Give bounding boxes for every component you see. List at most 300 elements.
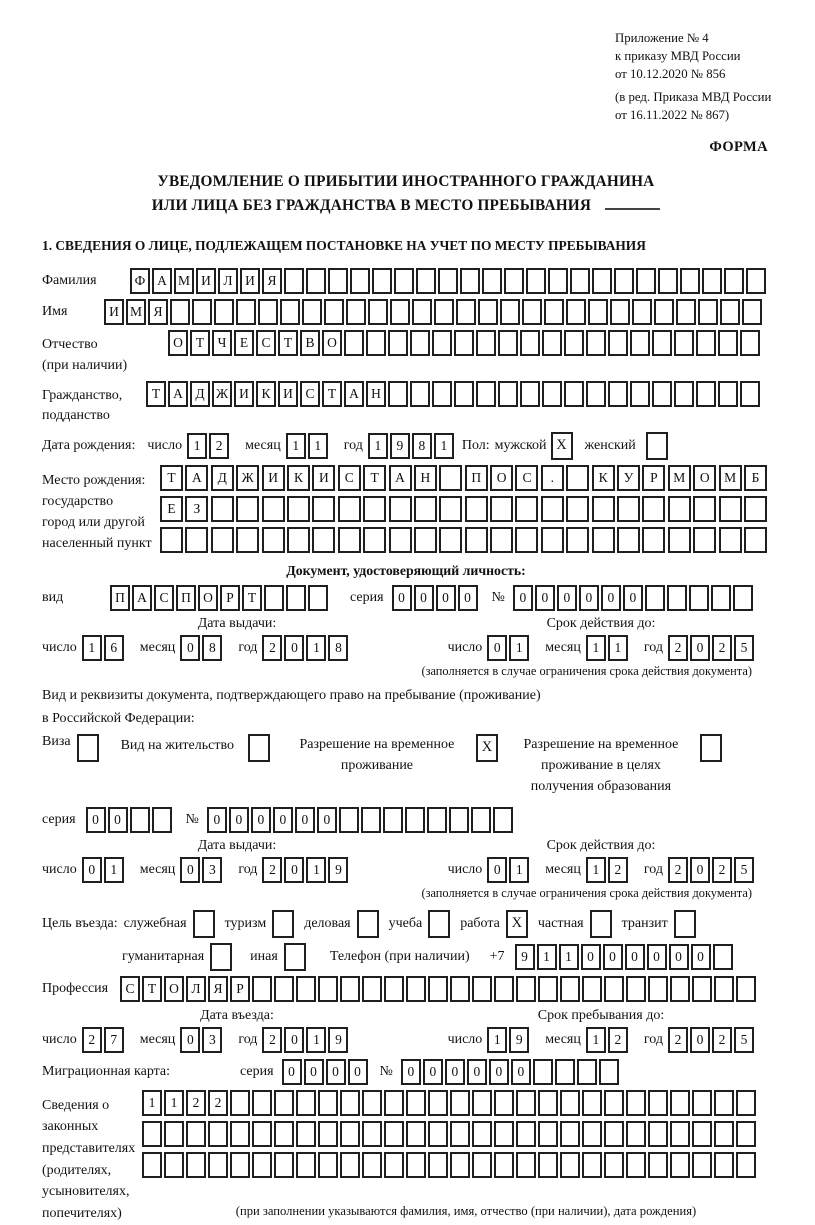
char-cell[interactable] <box>654 299 674 325</box>
char-cell[interactable] <box>318 1090 338 1116</box>
char-cell[interactable] <box>566 299 586 325</box>
char-cell[interactable] <box>236 299 256 325</box>
char-cell[interactable]: Я <box>148 299 168 325</box>
char-cell[interactable]: 9 <box>328 857 348 883</box>
char-cell[interactable] <box>383 807 403 833</box>
char-cell[interactable] <box>170 299 190 325</box>
char-cell[interactable]: У <box>617 465 640 491</box>
char-cell[interactable]: О <box>164 976 184 1002</box>
char-cell[interactable] <box>577 1059 597 1085</box>
char-cell[interactable]: 0 <box>304 1059 324 1085</box>
char-cell[interactable] <box>328 268 348 294</box>
char-cell[interactable]: 2 <box>712 635 732 661</box>
char-cell[interactable]: 2 <box>186 1090 206 1116</box>
char-cell[interactable] <box>274 1152 294 1178</box>
char-cell[interactable] <box>693 527 716 553</box>
char-cell[interactable]: 0 <box>317 807 337 833</box>
char-cell[interactable]: С <box>120 976 140 1002</box>
char-cell[interactable] <box>274 1090 294 1116</box>
char-cell[interactable]: 0 <box>603 944 623 970</box>
char-cell[interactable] <box>394 268 414 294</box>
char-cell[interactable]: 1 <box>586 635 606 661</box>
char-cell[interactable]: Л <box>186 976 206 1002</box>
char-cell[interactable] <box>714 1090 734 1116</box>
char-cell[interactable]: А <box>132 585 152 611</box>
char-cell[interactable] <box>560 1090 580 1116</box>
char-cell[interactable] <box>416 268 436 294</box>
char-cell[interactable]: О <box>693 465 716 491</box>
char-cell[interactable]: 1 <box>306 857 326 883</box>
char-cell[interactable] <box>626 976 646 1002</box>
char-cell[interactable] <box>608 330 628 356</box>
char-cell[interactable] <box>236 496 259 522</box>
char-cell[interactable] <box>714 1121 734 1147</box>
char-cell[interactable] <box>460 268 480 294</box>
char-cell[interactable] <box>642 496 665 522</box>
char-cell[interactable] <box>520 330 540 356</box>
temp-residence-edu-checkbox[interactable] <box>700 734 722 762</box>
char-cell[interactable]: И <box>262 465 285 491</box>
char-cell[interactable]: 0 <box>180 857 200 883</box>
char-cell[interactable] <box>658 268 678 294</box>
char-cell[interactable]: Т <box>363 465 386 491</box>
char-cell[interactable] <box>439 496 462 522</box>
char-cell[interactable] <box>476 330 496 356</box>
char-cell[interactable]: Д <box>190 381 210 407</box>
char-cell[interactable] <box>494 1090 514 1116</box>
char-cell[interactable] <box>368 299 388 325</box>
char-cell[interactable] <box>428 1152 448 1178</box>
char-cell[interactable]: И <box>234 381 254 407</box>
purpose-business-checkbox[interactable] <box>357 910 379 938</box>
char-cell[interactable] <box>636 268 656 294</box>
char-cell[interactable] <box>617 527 640 553</box>
char-cell[interactable] <box>541 527 564 553</box>
char-cell[interactable] <box>414 496 437 522</box>
char-cell[interactable] <box>533 1059 553 1085</box>
char-cell[interactable] <box>412 299 432 325</box>
purpose-private-checkbox[interactable] <box>590 910 612 938</box>
char-cell[interactable]: 1 <box>586 857 606 883</box>
char-cell[interactable] <box>670 976 690 1002</box>
char-cell[interactable]: 0 <box>273 807 293 833</box>
char-cell[interactable] <box>262 496 285 522</box>
char-cell[interactable]: 0 <box>86 807 106 833</box>
char-cell[interactable]: С <box>300 381 320 407</box>
char-cell[interactable]: 3 <box>202 857 222 883</box>
char-cell[interactable] <box>318 1152 338 1178</box>
char-cell[interactable] <box>538 1121 558 1147</box>
residence-permit-checkbox[interactable] <box>248 734 270 762</box>
char-cell[interactable] <box>494 1152 514 1178</box>
char-cell[interactable] <box>630 381 650 407</box>
char-cell[interactable] <box>454 381 474 407</box>
char-cell[interactable] <box>211 496 234 522</box>
purpose-humanitarian-checkbox[interactable] <box>210 943 232 971</box>
char-cell[interactable]: 2 <box>82 1027 102 1053</box>
char-cell[interactable] <box>599 1059 619 1085</box>
char-cell[interactable] <box>630 330 650 356</box>
char-cell[interactable] <box>434 299 454 325</box>
char-cell[interactable] <box>490 496 513 522</box>
char-cell[interactable]: Ж <box>212 381 232 407</box>
char-cell[interactable]: 7 <box>104 1027 124 1053</box>
char-cell[interactable] <box>541 496 564 522</box>
char-cell[interactable] <box>362 976 382 1002</box>
char-cell[interactable] <box>410 381 430 407</box>
char-cell[interactable] <box>724 268 744 294</box>
char-cell[interactable] <box>439 465 462 491</box>
char-cell[interactable] <box>476 381 496 407</box>
char-cell[interactable] <box>668 496 691 522</box>
char-cell[interactable]: С <box>515 465 538 491</box>
char-cell[interactable] <box>560 1121 580 1147</box>
char-cell[interactable] <box>432 330 452 356</box>
char-cell[interactable]: 9 <box>328 1027 348 1053</box>
char-cell[interactable] <box>614 268 634 294</box>
char-cell[interactable]: А <box>152 268 172 294</box>
char-cell[interactable] <box>736 1152 756 1178</box>
char-cell[interactable] <box>339 807 359 833</box>
char-cell[interactable] <box>610 299 630 325</box>
char-cell[interactable] <box>560 976 580 1002</box>
char-cell[interactable] <box>696 330 716 356</box>
char-cell[interactable] <box>344 330 364 356</box>
char-cell[interactable] <box>318 976 338 1002</box>
char-cell[interactable]: 0 <box>436 585 456 611</box>
char-cell[interactable]: 9 <box>515 944 535 970</box>
char-cell[interactable]: П <box>176 585 196 611</box>
char-cell[interactable]: 0 <box>414 585 434 611</box>
char-cell[interactable] <box>740 330 760 356</box>
char-cell[interactable]: Т <box>278 330 298 356</box>
char-cell[interactable]: 0 <box>489 1059 509 1085</box>
char-cell[interactable] <box>582 976 602 1002</box>
char-cell[interactable]: 8 <box>328 635 348 661</box>
char-cell[interactable] <box>362 1090 382 1116</box>
char-cell[interactable] <box>648 1121 668 1147</box>
char-cell[interactable] <box>438 268 458 294</box>
char-cell[interactable] <box>555 1059 575 1085</box>
char-cell[interactable]: 1 <box>82 635 102 661</box>
char-cell[interactable]: 5 <box>734 1027 754 1053</box>
purpose-study-checkbox[interactable] <box>428 910 450 938</box>
char-cell[interactable] <box>714 976 734 1002</box>
char-cell[interactable] <box>538 1152 558 1178</box>
char-cell[interactable] <box>692 1090 712 1116</box>
char-cell[interactable] <box>230 1090 250 1116</box>
char-cell[interactable] <box>308 585 328 611</box>
char-cell[interactable]: Н <box>414 465 437 491</box>
char-cell[interactable]: 0 <box>251 807 271 833</box>
char-cell[interactable]: 0 <box>207 807 227 833</box>
sex-female-checkbox[interactable] <box>646 432 668 460</box>
char-cell[interactable] <box>516 1152 536 1178</box>
char-cell[interactable] <box>318 1121 338 1147</box>
char-cell[interactable] <box>692 976 712 1002</box>
char-cell[interactable] <box>252 1121 272 1147</box>
char-cell[interactable] <box>192 299 212 325</box>
char-cell[interactable] <box>340 1090 360 1116</box>
char-cell[interactable] <box>714 1152 734 1178</box>
char-cell[interactable] <box>648 1152 668 1178</box>
char-cell[interactable] <box>142 1121 162 1147</box>
char-cell[interactable] <box>338 496 361 522</box>
char-cell[interactable] <box>384 1090 404 1116</box>
char-cell[interactable]: П <box>110 585 130 611</box>
char-cell[interactable]: 1 <box>164 1090 184 1116</box>
char-cell[interactable]: 5 <box>734 635 754 661</box>
char-cell[interactable]: 0 <box>511 1059 531 1085</box>
char-cell[interactable]: Т <box>160 465 183 491</box>
char-cell[interactable]: 9 <box>509 1027 529 1053</box>
char-cell[interactable] <box>164 1152 184 1178</box>
char-cell[interactable]: 0 <box>690 1027 710 1053</box>
char-cell[interactable]: 2 <box>209 433 229 459</box>
char-cell[interactable]: 0 <box>284 635 304 661</box>
char-cell[interactable]: 1 <box>306 635 326 661</box>
char-cell[interactable] <box>604 1121 624 1147</box>
char-cell[interactable] <box>284 268 304 294</box>
char-cell[interactable] <box>471 807 491 833</box>
char-cell[interactable] <box>652 330 672 356</box>
char-cell[interactable]: С <box>256 330 276 356</box>
char-cell[interactable]: 0 <box>423 1059 443 1085</box>
char-cell[interactable]: 0 <box>487 635 507 661</box>
char-cell[interactable] <box>500 299 520 325</box>
char-cell[interactable]: А <box>344 381 364 407</box>
char-cell[interactable] <box>494 1121 514 1147</box>
char-cell[interactable] <box>427 807 447 833</box>
char-cell[interactable]: 0 <box>691 944 711 970</box>
char-cell[interactable] <box>582 1121 602 1147</box>
char-cell[interactable] <box>564 330 584 356</box>
char-cell[interactable] <box>744 496 767 522</box>
char-cell[interactable] <box>296 1152 316 1178</box>
char-cell[interactable] <box>736 1090 756 1116</box>
char-cell[interactable] <box>564 381 584 407</box>
char-cell[interactable] <box>160 527 183 553</box>
char-cell[interactable] <box>130 807 150 833</box>
char-cell[interactable] <box>698 299 718 325</box>
char-cell[interactable] <box>186 1121 206 1147</box>
char-cell[interactable]: К <box>592 465 615 491</box>
char-cell[interactable] <box>592 527 615 553</box>
char-cell[interactable] <box>538 1090 558 1116</box>
char-cell[interactable]: Р <box>230 976 250 1002</box>
char-cell[interactable] <box>582 1090 602 1116</box>
char-cell[interactable] <box>548 268 568 294</box>
char-cell[interactable] <box>406 976 426 1002</box>
char-cell[interactable] <box>516 1090 536 1116</box>
char-cell[interactable] <box>362 1152 382 1178</box>
char-cell[interactable] <box>346 299 366 325</box>
char-cell[interactable] <box>252 976 272 1002</box>
char-cell[interactable] <box>586 330 606 356</box>
char-cell[interactable]: П <box>465 465 488 491</box>
char-cell[interactable]: С <box>154 585 174 611</box>
char-cell[interactable] <box>493 807 513 833</box>
char-cell[interactable] <box>516 976 536 1002</box>
char-cell[interactable] <box>152 807 172 833</box>
char-cell[interactable] <box>652 381 672 407</box>
char-cell[interactable]: А <box>185 465 208 491</box>
char-cell[interactable] <box>406 1152 426 1178</box>
char-cell[interactable] <box>676 299 696 325</box>
char-cell[interactable] <box>296 1121 316 1147</box>
char-cell[interactable] <box>208 1121 228 1147</box>
char-cell[interactable] <box>252 1152 272 1178</box>
char-cell[interactable] <box>450 1121 470 1147</box>
char-cell[interactable] <box>372 268 392 294</box>
char-cell[interactable] <box>362 1121 382 1147</box>
char-cell[interactable] <box>645 585 665 611</box>
char-cell[interactable] <box>733 585 753 611</box>
char-cell[interactable]: И <box>312 465 335 491</box>
purpose-tourism-checkbox[interactable] <box>272 910 294 938</box>
char-cell[interactable]: 2 <box>262 857 282 883</box>
char-cell[interactable]: 2 <box>668 857 688 883</box>
char-cell[interactable] <box>306 268 326 294</box>
char-cell[interactable]: Т <box>142 976 162 1002</box>
char-cell[interactable] <box>680 268 700 294</box>
char-cell[interactable] <box>428 976 448 1002</box>
char-cell[interactable] <box>450 1152 470 1178</box>
char-cell[interactable]: М <box>174 268 194 294</box>
char-cell[interactable]: 0 <box>458 585 478 611</box>
char-cell[interactable] <box>632 299 652 325</box>
purpose-official-checkbox[interactable] <box>193 910 215 938</box>
char-cell[interactable] <box>230 1121 250 1147</box>
char-cell[interactable]: 1 <box>142 1090 162 1116</box>
char-cell[interactable] <box>693 496 716 522</box>
char-cell[interactable] <box>544 299 564 325</box>
char-cell[interactable]: 1 <box>187 433 207 459</box>
char-cell[interactable]: 0 <box>487 857 507 883</box>
char-cell[interactable] <box>296 976 316 1002</box>
char-cell[interactable] <box>702 268 722 294</box>
temp-residence-checkbox[interactable]: X <box>476 734 498 762</box>
char-cell[interactable] <box>456 299 476 325</box>
char-cell[interactable]: З <box>185 496 208 522</box>
char-cell[interactable] <box>388 330 408 356</box>
char-cell[interactable] <box>674 330 694 356</box>
char-cell[interactable] <box>692 1152 712 1178</box>
char-cell[interactable] <box>384 1121 404 1147</box>
char-cell[interactable] <box>692 1121 712 1147</box>
char-cell[interactable]: 1 <box>286 433 306 459</box>
char-cell[interactable]: 0 <box>392 585 412 611</box>
char-cell[interactable]: О <box>168 330 188 356</box>
char-cell[interactable] <box>642 527 665 553</box>
char-cell[interactable]: А <box>168 381 188 407</box>
char-cell[interactable]: 0 <box>669 944 689 970</box>
char-cell[interactable]: 0 <box>180 635 200 661</box>
char-cell[interactable] <box>262 527 285 553</box>
char-cell[interactable] <box>274 1121 294 1147</box>
char-cell[interactable] <box>472 1090 492 1116</box>
visa-checkbox[interactable] <box>77 734 99 762</box>
char-cell[interactable] <box>338 527 361 553</box>
char-cell[interactable] <box>258 299 278 325</box>
char-cell[interactable] <box>498 330 518 356</box>
char-cell[interactable]: 0 <box>581 944 601 970</box>
char-cell[interactable]: М <box>126 299 146 325</box>
char-cell[interactable]: Я <box>262 268 282 294</box>
char-cell[interactable] <box>719 527 742 553</box>
char-cell[interactable]: 0 <box>467 1059 487 1085</box>
char-cell[interactable]: 0 <box>326 1059 346 1085</box>
char-cell[interactable] <box>406 1090 426 1116</box>
char-cell[interactable] <box>363 496 386 522</box>
char-cell[interactable]: Е <box>234 330 254 356</box>
char-cell[interactable]: М <box>668 465 691 491</box>
char-cell[interactable]: 0 <box>557 585 577 611</box>
char-cell[interactable] <box>588 299 608 325</box>
char-cell[interactable] <box>592 268 612 294</box>
char-cell[interactable]: Е <box>160 496 183 522</box>
char-cell[interactable]: 2 <box>608 857 628 883</box>
char-cell[interactable]: 0 <box>348 1059 368 1085</box>
char-cell[interactable] <box>312 527 335 553</box>
char-cell[interactable] <box>286 585 306 611</box>
char-cell[interactable]: 1 <box>559 944 579 970</box>
char-cell[interactable] <box>670 1121 690 1147</box>
char-cell[interactable]: 6 <box>104 635 124 661</box>
char-cell[interactable] <box>406 1121 426 1147</box>
char-cell[interactable] <box>674 381 694 407</box>
char-cell[interactable] <box>490 527 513 553</box>
char-cell[interactable]: Я <box>208 976 228 1002</box>
char-cell[interactable] <box>718 330 738 356</box>
char-cell[interactable] <box>214 299 234 325</box>
char-cell[interactable] <box>711 585 731 611</box>
char-cell[interactable] <box>668 527 691 553</box>
char-cell[interactable]: И <box>240 268 260 294</box>
char-cell[interactable] <box>515 527 538 553</box>
char-cell[interactable]: Т <box>322 381 342 407</box>
char-cell[interactable] <box>626 1152 646 1178</box>
char-cell[interactable]: 1 <box>306 1027 326 1053</box>
char-cell[interactable] <box>361 807 381 833</box>
char-cell[interactable] <box>236 527 259 553</box>
char-cell[interactable]: 0 <box>513 585 533 611</box>
char-cell[interactable] <box>736 976 756 1002</box>
char-cell[interactable]: 0 <box>401 1059 421 1085</box>
char-cell[interactable] <box>720 299 740 325</box>
purpose-other-checkbox[interactable] <box>284 943 306 971</box>
char-cell[interactable]: Б <box>744 465 767 491</box>
char-cell[interactable] <box>617 496 640 522</box>
char-cell[interactable] <box>586 381 606 407</box>
char-cell[interactable] <box>164 1121 184 1147</box>
char-cell[interactable] <box>211 527 234 553</box>
char-cell[interactable] <box>340 976 360 1002</box>
char-cell[interactable] <box>742 299 762 325</box>
char-cell[interactable]: И <box>278 381 298 407</box>
char-cell[interactable] <box>366 330 386 356</box>
char-cell[interactable] <box>494 976 514 1002</box>
char-cell[interactable]: . <box>541 465 564 491</box>
char-cell[interactable] <box>449 807 469 833</box>
char-cell[interactable] <box>670 1090 690 1116</box>
char-cell[interactable]: О <box>490 465 513 491</box>
char-cell[interactable]: О <box>322 330 342 356</box>
char-cell[interactable]: 1 <box>537 944 557 970</box>
char-cell[interactable]: Ч <box>212 330 232 356</box>
char-cell[interactable] <box>744 527 767 553</box>
char-cell[interactable] <box>566 527 589 553</box>
